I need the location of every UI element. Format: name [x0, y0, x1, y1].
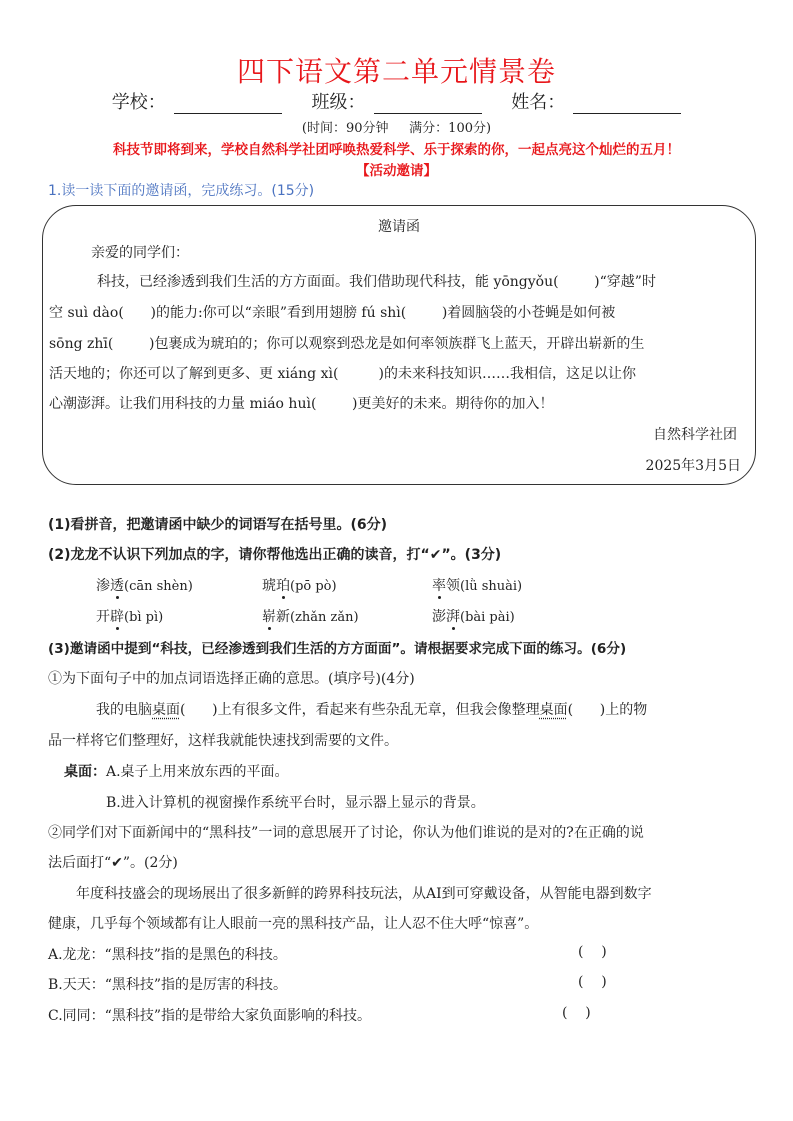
- letter-date: 2025年3月5日: [645, 458, 741, 474]
- option-b-answer-blank[interactable]: ( ): [578, 974, 607, 990]
- sub-question-3-1: ①为下面句子中的加点词语选择正确的意思。(填序号)(4分): [48, 671, 415, 687]
- option-a-answer-blank[interactable]: ( ): [578, 944, 607, 960]
- pinyin-option[interactable]: 渗透(cān shèn): [96, 578, 193, 594]
- question-1-heading: 1.读一读下面的邀请函，完成练习。(15分): [48, 183, 315, 199]
- class-field[interactable]: [374, 95, 482, 114]
- letter-line: 活天地的；你还可以了解到更多、更 xiáng xì( )的未来科技知识……我相信，这足以让你: [49, 366, 636, 382]
- exam-time-info: (时间：90分钟 满分：100分): [301, 121, 492, 136]
- sub-question-3-2: ②同学们对下面新闻中的“黑科技”一词的意思展开了讨论，你认为他们谁说的是对的?在正确的说: [48, 825, 644, 841]
- pinyin-option[interactable]: 开辟(bì pì): [96, 609, 164, 625]
- pinyin-option[interactable]: 澎湃(bài pài): [432, 609, 515, 625]
- example-sentence-line2: 品一样将它们整理好，这样我就能快速找到需要的文件。: [48, 733, 398, 749]
- student-info-row: [0, 88, 793, 114]
- letter-signature: 自然科学社团: [653, 427, 737, 443]
- activity-heading: 【活动邀请】: [356, 163, 437, 179]
- definition-a: 桌面：A.桌子上用来放东西的平面。: [64, 764, 289, 780]
- letter-greeting: 亲爱的同学们：: [91, 245, 189, 261]
- pinyin-option[interactable]: 率领(lǜ shuài): [432, 578, 523, 594]
- option-b: B.天天：“黑科技”指的是厉害的科技。: [48, 977, 288, 993]
- definition-b: B.进入计算机的视窗操作系统平台时，显示器上显示的背景。: [106, 795, 485, 811]
- dotted-word: 桌面: [539, 702, 568, 718]
- school-field[interactable]: [174, 95, 282, 114]
- letter-line: sōng zhī( )包裹成为琥珀的；你可以观察到恐龙是如何率领族群飞上蓝天，开辟出崭新的生: [49, 336, 645, 352]
- sub-question-3: (3)邀请函中提到“科技，已经渗透到我们生活的方方面面”。请根据要求完成下面的练习。(6分): [48, 641, 627, 657]
- news-paragraph-line2: 健康，几乎每个领域都有让人眼前一亮的黑科技产品，让人忍不住大呼“惊喜”。: [48, 916, 539, 932]
- pinyin-option[interactable]: 崭新(zhǎn zǎn): [262, 609, 359, 625]
- example-sentence: 我的电脑桌面( )上有很多文件，看起来有些杂乱无章，但我会像整理桌面( )上的物: [96, 702, 648, 718]
- option-c-answer-blank[interactable]: ( ): [562, 1005, 591, 1021]
- sub-question-2: (2)龙龙不认识下列加点的字，请你帮他选出正确的读音，打“✔”。(3分): [48, 547, 502, 563]
- dotted-word: 桌面: [152, 702, 180, 718]
- name-label: 姓名：: [511, 92, 566, 113]
- option-a: A.龙龙：“黑科技”指的是黑色的科技。: [48, 947, 287, 963]
- letter-line: 科技，已经渗透到我们生活的方方面面。我们借助现代科技，能 yōngyǒu( )“穿越”时: [97, 274, 656, 290]
- sub-question-3-2-line2: 法后面打“✔”。(2分): [48, 855, 178, 871]
- class-label: 班级：: [311, 92, 366, 113]
- letter-caption: 邀请函: [378, 219, 420, 235]
- sub-question-1: (1)看拼音，把邀请函中缺少的词语写在括号里。(6分): [48, 517, 388, 533]
- letter-line: 空 suì dào( )的能力:你可以“亲眼”看到用翅膀 fú shì( )着圆脑袋的小苍蝇是如何被: [49, 305, 616, 321]
- banner-text: 科技节即将到来，学校自然科学社团呼唤热爱科学、乐于探索的你，一起点亮这个灿烂的五月！: [113, 142, 680, 158]
- pinyin-option[interactable]: 琥珀(pō pò): [262, 578, 337, 594]
- letter-line: 心潮澎湃。让我们用科技的力量 miáo huì( )更美好的未来。期待你的加入！: [49, 396, 554, 412]
- invitation-letter: [42, 205, 756, 485]
- option-c: C.同同：“黑科技”指的是带给大家负面影响的科技。: [48, 1008, 371, 1024]
- name-field[interactable]: [573, 95, 681, 114]
- news-paragraph: 年度科技盛会的现场展出了很多新鲜的跨界科技玩法，从AI到可穿戴设备，从智能电器到数字: [76, 886, 652, 902]
- school-label: 学校：: [111, 92, 166, 113]
- page-title: 四下语文第二单元情景卷: [236, 55, 556, 88]
